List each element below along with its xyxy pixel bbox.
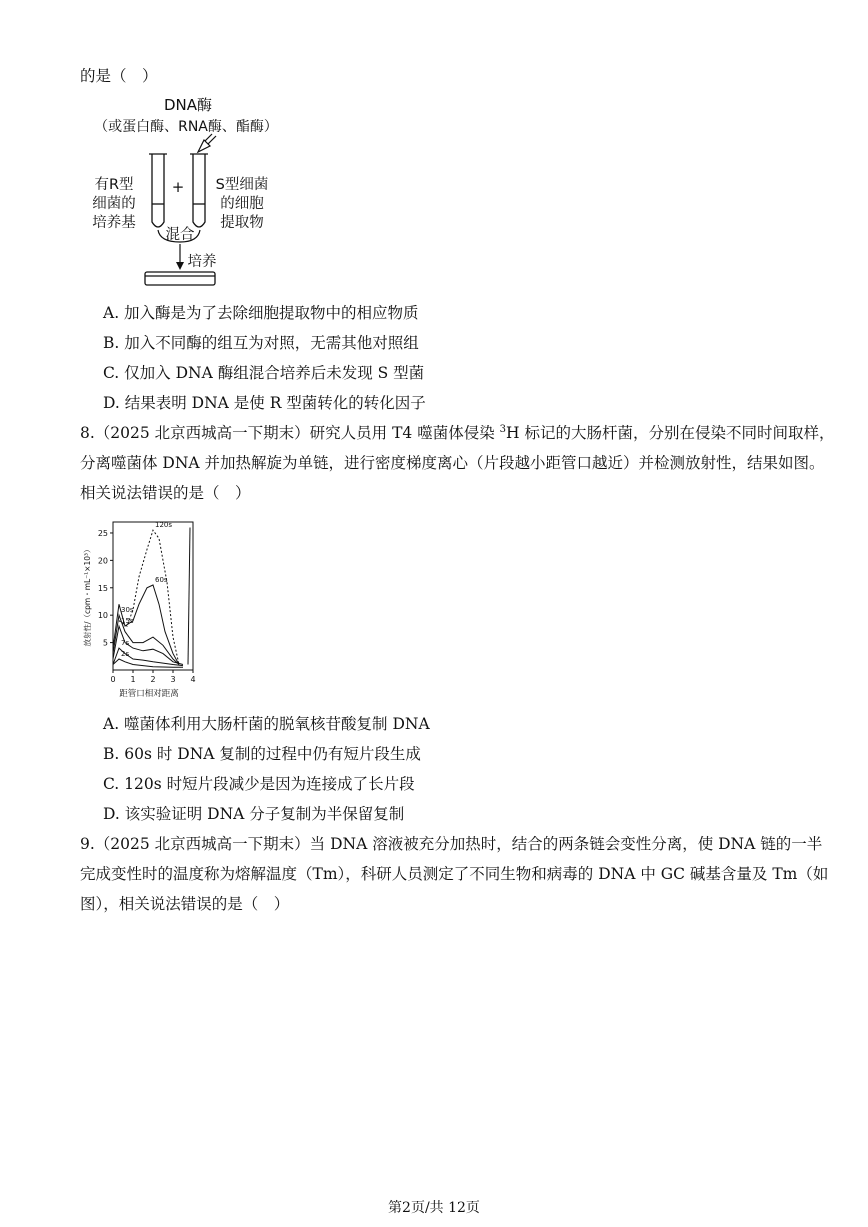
right-edge-spike xyxy=(188,527,190,664)
q9-stem-line-3: 图），相关说法错误的是（ ） xyxy=(80,895,290,913)
q7-option-c: C. 仅加入 DNA 酶组混合培养后未发现 S 型菌 xyxy=(103,364,425,382)
left-label-2: 细菌的 xyxy=(92,196,136,212)
mix-label: 混合 xyxy=(165,227,195,243)
right-label-2: 的细胞 xyxy=(220,196,264,212)
culture-label: 培养 xyxy=(187,254,217,270)
q8-stem-line-1: 8.（2025 北京西城高一下期末）研究人员用 T4 噬菌体侵染 $^3$H 标记的大肠杆菌，分别在侵染不同时间取样， xyxy=(80,424,835,442)
q8-option-c: C. 120s 时短片段减少是因为连接成了长片段 xyxy=(103,775,415,793)
q8-stem-line-2: 分离噬菌体 DNA 并加热解旋为单链，进行密度梯度离心（片段越小距管口越近）并检测放射性，结果如图。 xyxy=(80,454,825,472)
right-label-1: S型细菌 xyxy=(215,177,269,193)
series-label-30s: 30s xyxy=(121,606,134,615)
q8-option-b: B. 60s 时 DNA 复制的过程中仍有短片段生成 xyxy=(103,745,421,763)
series-label-60s: 60s xyxy=(155,576,168,585)
q8-radioactivity-chart xyxy=(78,512,208,700)
series-label-15s: 15s xyxy=(121,617,134,626)
x-axis-label: 距管口相对距离 xyxy=(119,689,179,699)
right-label-3: 提取物 xyxy=(220,215,264,231)
series-label-7s: 7s xyxy=(121,639,130,648)
plus-sign: + xyxy=(171,178,185,196)
enzyme-title: DNA酶 xyxy=(163,96,213,114)
page-footer: 第2页/共 12页 xyxy=(388,1200,480,1216)
left-label-1: 有R型 xyxy=(94,177,134,193)
y-tick-label: 15 xyxy=(97,583,108,593)
plot-frame xyxy=(113,522,193,670)
series-label-2s: 2s xyxy=(121,650,130,659)
left-label-3: 培养基 xyxy=(92,215,136,231)
dropper-arrow-icon xyxy=(198,134,216,152)
q7-option-b: B. 加入不同酶的组互为对照，无需其他对照组 xyxy=(103,334,419,352)
y-tick-label: 20 xyxy=(97,556,108,566)
q8-stem-line-3: 相关说法错误的是（ ） xyxy=(80,484,251,502)
q9-stem-line-2: 完成变性时的温度称为熔解温度（Tm），科研人员测定了不同生物和病毒的 DNA 中 GC 碱基含量及 Tm（如 xyxy=(80,865,829,883)
x-tick-label: 2 xyxy=(150,675,156,684)
petri-dish-icon xyxy=(145,272,215,285)
right-test-tube-icon xyxy=(190,154,208,227)
y-tick-label: 25 xyxy=(97,528,108,538)
q9-stem-line-1: 9.（2025 北京西城高一下期末）当 DNA 溶液被充分加热时，结合的两条链会变性分离，使 DNA 链的一半 xyxy=(80,835,823,853)
q7-option-d: D. 结果表明 DNA 是使 R 型菌转化的转化因子 xyxy=(103,394,426,412)
q8-option-a: A. 噬菌体利用大肠杆菌的脱氧核苷酸复制 DNA xyxy=(103,715,430,733)
q7-experiment-figure xyxy=(78,94,298,294)
y-tick-label: 10 xyxy=(97,611,108,621)
series-label-120s: 120s xyxy=(155,521,173,530)
arrow-down-icon xyxy=(176,262,184,270)
series-line-2s xyxy=(113,659,183,667)
x-tick-label: 4 xyxy=(190,675,196,684)
y-tick-label: 5 xyxy=(102,638,108,648)
enzyme-subtitle: （或蛋白酶、RNA酶、酯酶） xyxy=(94,119,278,135)
q7-stem-tail: 的是（ ） xyxy=(80,67,158,85)
x-tick-label: 3 xyxy=(170,675,176,684)
x-tick-label: 1 xyxy=(130,675,136,684)
q8-option-d: D. 该实验证明 DNA 分子复制为半保留复制 xyxy=(103,805,405,823)
left-test-tube-icon xyxy=(149,154,167,227)
y-axis-label: 放射性/（cpm・mL⁻¹×10³） xyxy=(83,545,92,647)
q7-option-a: A. 加入酶是为了去除细胞提取物中的相应物质 xyxy=(103,304,419,322)
x-tick-label: 0 xyxy=(110,675,116,684)
